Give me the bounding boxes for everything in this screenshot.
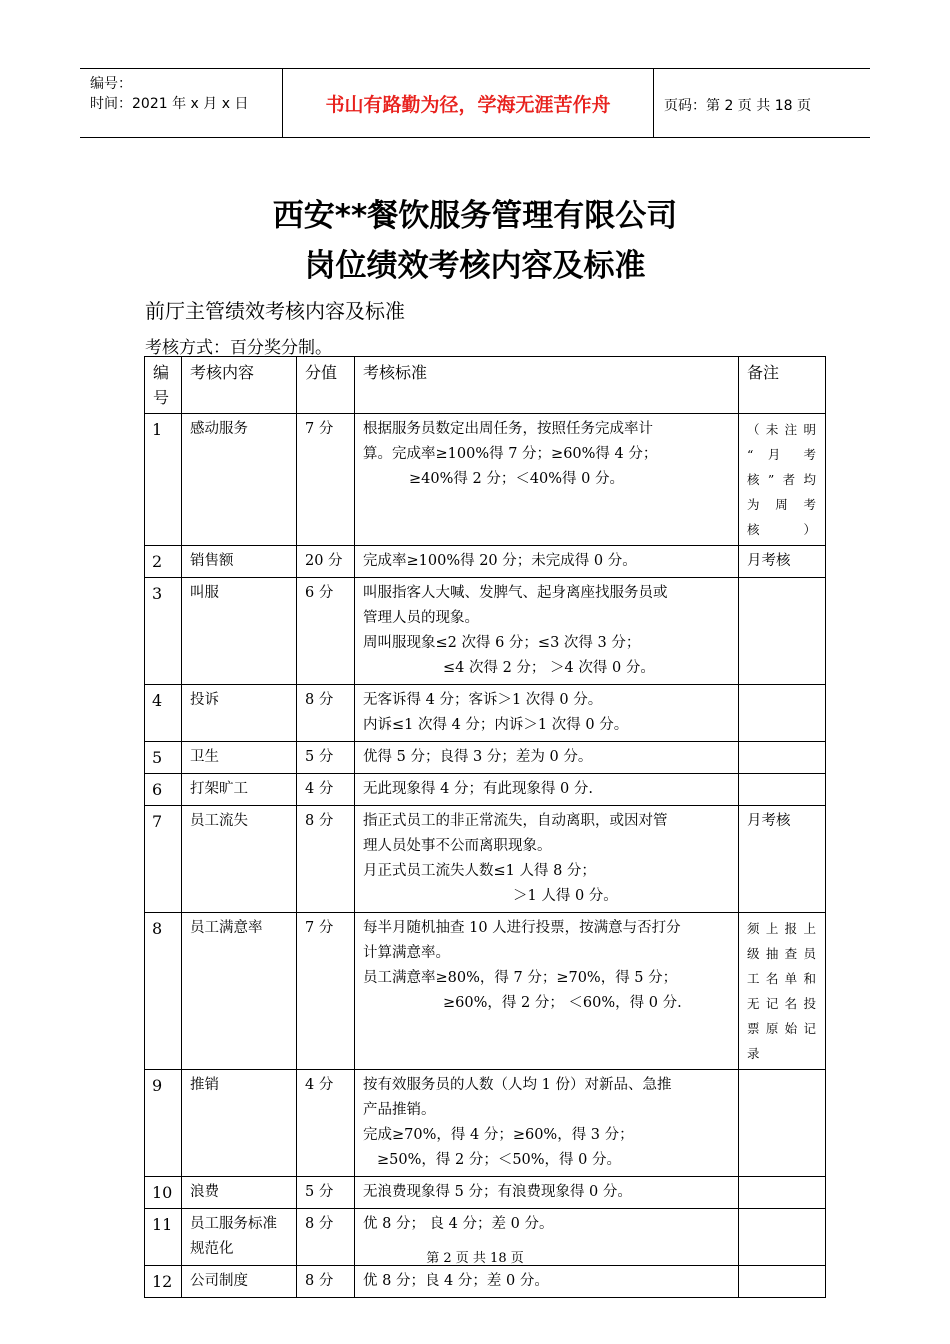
note-line: 票原始记	[747, 1021, 817, 1036]
standard-line: 月正式员工流失人数≤1 人得 8 分；	[363, 863, 596, 879]
header-no: 编号	[145, 357, 182, 414]
standard-line: ≥60%，得 2 分； ＜60%，得 0 分.	[443, 995, 682, 1011]
header-content: 考核内容	[182, 357, 297, 414]
row-number: 3	[145, 578, 182, 685]
row-note	[739, 578, 826, 685]
row-standard	[355, 414, 739, 546]
header-score: 分值	[297, 357, 355, 414]
standard-line: 理人员处事不公而离职现象。	[363, 838, 552, 854]
standard-line: 管理人员的现象。	[363, 610, 479, 626]
table-row	[145, 913, 826, 1070]
row-content: 感动服务	[182, 414, 297, 546]
row-content: 投诉	[182, 685, 297, 742]
standard-line: ≥40%得 2 分；＜40%得 0 分。	[409, 471, 624, 487]
row-score: 4 分	[297, 1070, 355, 1177]
row-standard	[355, 1070, 739, 1177]
note-line: 级抽查员	[747, 946, 817, 961]
row-score: 8 分	[297, 1266, 355, 1298]
row-note: 月考核	[739, 546, 826, 578]
row-content: 员工满意率	[182, 913, 297, 1070]
row-score: 8 分	[297, 1209, 355, 1266]
row-standard: 无浪费现象得 5 分；有浪费现象得 0 分。	[355, 1177, 739, 1209]
standard-line: 员工满意率≥80%，得 7 分；≥70%，得 5 分；	[363, 970, 678, 986]
row-number: 4	[145, 685, 182, 742]
row-note	[739, 414, 826, 546]
row-standard	[355, 578, 739, 685]
row-note	[739, 1070, 826, 1177]
table-row	[145, 685, 826, 742]
row-score: 6 分	[297, 578, 355, 685]
standard-line: 指正式员工的非正常流失，自动离职，或因对管	[363, 813, 668, 829]
header-note: 备注	[739, 357, 826, 414]
row-number: 12	[145, 1266, 182, 1298]
header-meta	[80, 69, 283, 137]
row-content: 卫生	[182, 742, 297, 774]
row-standard: 完成率≥100%得 20 分；未完成得 0 分。	[355, 546, 739, 578]
standard-line: 根据服务员数定出周任务，按照任务完成率计	[363, 421, 653, 437]
note-line: 工名单和	[747, 971, 817, 986]
table-row	[145, 1177, 826, 1209]
row-number: 8	[145, 913, 182, 1070]
table-row	[145, 742, 826, 774]
table-row	[145, 806, 826, 913]
table-row	[145, 1266, 826, 1298]
note-line: 须上报上	[747, 921, 817, 936]
table-row	[145, 578, 826, 685]
row-number: 10	[145, 1177, 182, 1209]
standard-line: 每半月随机抽查 10 人进行投票，按满意与否打分	[363, 920, 681, 936]
row-standard: 无此现象得 4 分；有此现象得 0 分.	[355, 774, 739, 806]
row-note: 月考核	[739, 806, 826, 913]
standard-line: ＞1 人得 0 分。	[513, 888, 618, 904]
row-note	[739, 774, 826, 806]
page-header	[80, 68, 870, 138]
row-content: 员工流失	[182, 806, 297, 913]
table-row	[145, 1070, 826, 1177]
header-motto: 书山有路勤为径，学海无涯苦作舟	[283, 69, 654, 137]
row-number: 6	[145, 774, 182, 806]
row-score: 7 分	[297, 913, 355, 1070]
header-page-info: 页码：第 2 页 共 18 页	[664, 98, 811, 114]
header-standard: 考核标准	[355, 357, 739, 414]
row-content: 打架旷工	[182, 774, 297, 806]
standard-line: 内诉≤1 次得 4 分；内诉＞1 次得 0 分。	[363, 717, 629, 733]
row-content: 叫服	[182, 578, 297, 685]
row-note	[739, 1266, 826, 1298]
row-standard	[355, 913, 739, 1070]
note-line: 核”者均	[747, 472, 817, 487]
standard-line: 叫服指客人大喊、发脾气、起身离座找服务员或	[363, 585, 668, 601]
row-content: 浪费	[182, 1177, 297, 1209]
row-score: 5 分	[297, 742, 355, 774]
row-number: 1	[145, 414, 182, 546]
row-score: 8 分	[297, 806, 355, 913]
assessment-method: 考核方式：百分奖分制。	[145, 338, 332, 358]
row-note	[739, 913, 826, 1070]
standard-line: ≥50%，得 2 分；＜50%，得 0 分。	[377, 1152, 621, 1168]
row-note	[739, 742, 826, 774]
standard-line: 无客诉得 4 分；客诉＞1 次得 0 分。	[363, 692, 603, 708]
note-line: “ 月 考	[747, 447, 817, 462]
title-document: 岗位绩效考核内容及标准	[304, 248, 646, 284]
row-note	[739, 685, 826, 742]
row-content: 销售额	[182, 546, 297, 578]
row-content: 员工服务标准规范化	[182, 1209, 297, 1266]
row-content: 推销	[182, 1070, 297, 1177]
page-footer: 第 2 页 共 18 页	[426, 1251, 524, 1266]
row-number: 11	[145, 1209, 182, 1266]
note-line: 为 周 考	[747, 497, 817, 512]
note-line: （未注明	[747, 422, 817, 437]
note-line: 无记名投	[747, 996, 817, 1011]
subtitle: 前厅主管绩效考核内容及标准	[145, 299, 405, 323]
row-score: 5 分	[297, 1177, 355, 1209]
standard-line: 算。完成率≥100%得 7 分；≥60%得 4 分；	[363, 446, 658, 462]
row-number: 7	[145, 806, 182, 913]
row-standard	[355, 685, 739, 742]
title-company: 西安**餐饮服务管理有限公司	[272, 198, 678, 234]
standard-line: 计算满意率。	[363, 945, 450, 961]
row-number: 5	[145, 742, 182, 774]
table-row	[145, 414, 826, 546]
row-number: 9	[145, 1070, 182, 1177]
row-standard: 优得 5 分；良得 3 分；差为 0 分。	[355, 742, 739, 774]
row-score: 20 分	[297, 546, 355, 578]
row-standard: 优 8 分； 良 4 分；差 0 分。	[355, 1209, 739, 1266]
standard-line: 按有效服务员的人数（人均 1 份）对新品、急推	[363, 1077, 672, 1093]
time-label: 时间：2021 年 x 月 x 日	[90, 96, 249, 112]
standard-line: ≤4 次得 2 分； ＞4 次得 0 分。	[443, 660, 655, 676]
table-row	[145, 546, 826, 578]
row-standard: 优 8 分；良 4 分；差 0 分。	[355, 1266, 739, 1298]
number-label: 编号：	[90, 76, 132, 92]
note-line: 核）	[747, 522, 817, 537]
row-score: 7 分	[297, 414, 355, 546]
note-line: 录	[747, 1046, 761, 1061]
row-score: 8 分	[297, 685, 355, 742]
row-note	[739, 1177, 826, 1209]
assessment-table	[144, 356, 826, 1298]
row-standard	[355, 806, 739, 913]
table-row	[145, 774, 826, 806]
standard-line: 周叫服现象≤2 次得 6 分；≤3 次得 3 分；	[363, 635, 641, 651]
standard-line: 完成≥70%，得 4 分；≥60%，得 3 分；	[363, 1127, 634, 1143]
table-header-row	[145, 357, 826, 414]
row-content: 公司制度	[182, 1266, 297, 1298]
standard-line: 产品推销。	[363, 1102, 436, 1118]
row-score: 4 分	[297, 774, 355, 806]
row-number: 2	[145, 546, 182, 578]
